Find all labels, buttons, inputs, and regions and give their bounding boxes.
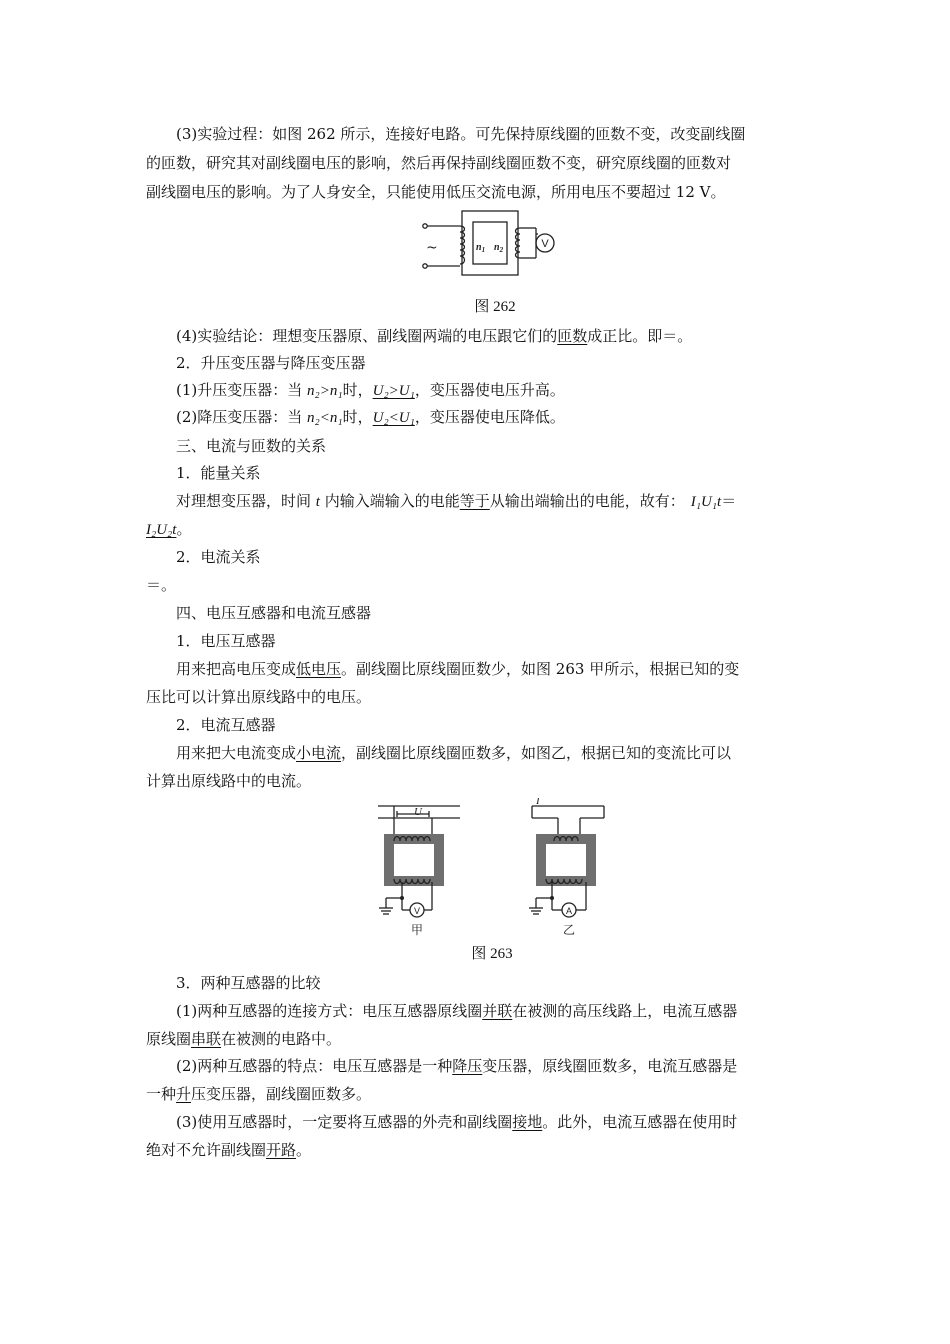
label-jia: 甲	[410, 923, 424, 937]
para-experiment-process-line2: 的匝数，研究其对副线圈电压的影响，然后再保持副线圈匝数不变，研究原线圈的匝数对	[146, 154, 732, 172]
heading-energy-relation: 1．能量关系	[176, 464, 261, 482]
para-experiment-conclusion: (4)实验结论：理想变压器原、副线圈两端的电压跟它们的匝数成正比。即＝。	[176, 327, 693, 345]
figure-263-instrument-transformers	[372, 798, 612, 938]
voltage-label-U: U	[414, 806, 422, 818]
para-characteristics-line2: 一种升压变压器，副线圈匝数多。	[146, 1085, 372, 1103]
coil-n1-subscript: 1	[481, 246, 486, 254]
svg-text:n1	[476, 242, 485, 254]
current-relation-equation: ＝。	[146, 576, 177, 594]
section-heading-current-turns: 三、电流与匝数的关系	[176, 437, 327, 455]
para-experiment-process-line3: 副线圈电压的影响。为了人身安全，只能使用低压交流电源，所用电压不要超过 12 V。	[146, 183, 726, 201]
heading-step-up-step-down: 2．升压变压器与降压变压器	[176, 354, 366, 372]
figure-263-caption: 图 263	[471, 946, 513, 962]
coil-n2-subscript: 2	[499, 246, 504, 254]
label-yi: 乙	[562, 923, 576, 937]
para-step-up: (1)升压变压器：当 n₂>n₁时，U₂>U₁，变压器使电压升高。	[176, 381, 565, 399]
para-energy-relation-line1: 对理想变压器，时间 t 内输入端输入的电能等于从输出端输出的电能，故有： I₁U₁t＝	[176, 492, 737, 510]
para-usage-line1: (3)使用互感器时，一定要将互感器的外壳和副线圈接地。此外，电流互感器在使用时	[176, 1113, 738, 1131]
para-connection-line1: (1)两种互感器的连接方式：电压互感器原线圈并联在被测的高压线路上，电流互感器	[176, 1002, 738, 1020]
ammeter-A-label: A	[565, 906, 573, 916]
heading-comparison: 3．两种互感器的比较	[176, 974, 321, 992]
para-voltage-transformer-line1: 用来把高电压变成低电压。副线圈比原线圈匝数少，如图 263 甲所示，根据已知的变	[176, 660, 740, 678]
para-current-transformer-line1: 用来把大电流变成小电流，副线圈比原线圈匝数多，如图乙，根据已知的变流比可以	[176, 744, 732, 762]
heading-current-relation: 2．电流关系	[176, 548, 261, 566]
section-heading-instrument-transformers: 四、电压互感器和电流互感器	[176, 604, 372, 622]
para-energy-relation-line2: I₂U₂t。	[146, 520, 192, 538]
svg-text:n2	[494, 242, 504, 254]
coil-n1-label: n	[476, 242, 482, 253]
para-characteristics-line1: (2)两种互感器的特点：电压互感器是一种降压变压器，原线圈匝数多，电流互感器是	[176, 1057, 738, 1075]
figure-262-transformer-circuit	[418, 206, 568, 290]
ac-source-symbol: ~	[426, 240, 438, 256]
coil-n2-label: n	[494, 242, 500, 253]
para-current-transformer-line2: 计算出原线路中的电流。	[146, 772, 312, 790]
para-usage-line2: 绝对不允许副线圈开路。	[146, 1141, 312, 1159]
para-step-down: (2)降压变压器：当 n₂<n₁时，U₂<U₁，变压器使电压降低。	[176, 408, 565, 426]
para-voltage-transformer-line2: 压比可以计算出原线路中的电压。	[146, 688, 372, 706]
heading-voltage-transformer: 1．电压互感器	[176, 632, 276, 650]
para-connection-line2: 原线圈串联在被测的电路中。	[146, 1030, 342, 1048]
heading-current-transformer: 2．电流互感器	[176, 716, 276, 734]
voltmeter-V-label: V	[413, 906, 421, 916]
para-experiment-process-line1: (3)实验过程：如图 262 所示，连接好电路。可先保持原线圈的匝数不变，改变副线圈	[176, 125, 746, 143]
voltmeter-label: V	[541, 238, 549, 250]
current-label-I: I	[536, 798, 540, 807]
figure-262-caption: 图 262	[474, 299, 516, 315]
